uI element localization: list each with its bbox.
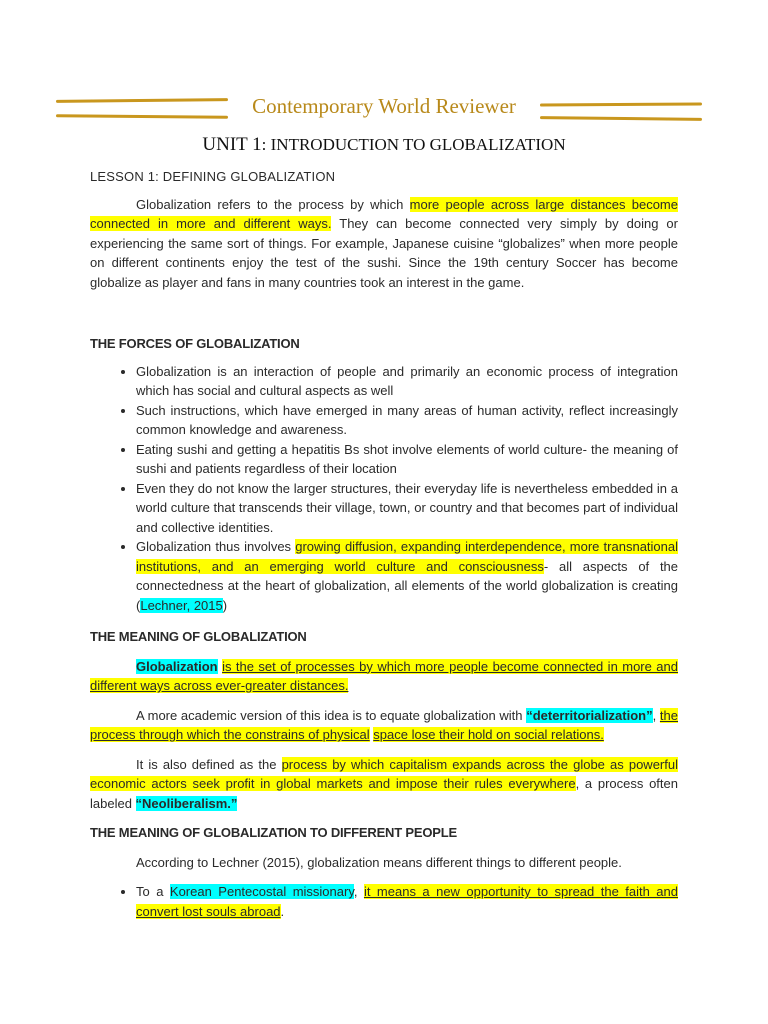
list-item [136,362,678,401]
list-item-text: Eating sushi and getting a hepatitis Bs shot involve elements of world culture- the meaning of sushi and patients regardless of their location [136,441,678,476]
people-intro: According to Lechner (2015), globalization means different things to different people. [136,854,622,870]
list-item [136,440,678,479]
term-highlight: “Neoliberalism.” [135,795,238,811]
list-item [136,537,678,615]
unit-heading [0,134,768,156]
text-run: , a process often labeled [90,776,678,811]
list-item-text: Even they do not know the larger structures, their everyday life is nevertheless embedded in a world culture that transcends their village, town, or country and that becomes part of individual and collective identities. [136,480,678,535]
term-highlight: “deterritorialization” [526,707,653,723]
document-title: Contemporary World Reviewer [252,94,516,118]
globalization-definition-paragraph [90,195,678,293]
highlight-yellow: space lose their hold on social relations. [373,727,604,742]
meaning-paragraph-1 [90,657,678,696]
meaning-paragraph-3 [90,755,678,814]
people-heading: THE MEANING OF GLOBALIZATION TO DIFFERENT PEOPLE [90,825,457,840]
list-item-text: Globalization is an interaction of people and primarily an economic process of integration which has social and cultural aspects as well [136,363,678,398]
highlight-yellow: more people across large distances become connected in more and different ways. [90,196,678,231]
unit-title: : INTRODUCTION TO GLOBALIZATION [261,135,566,154]
forces-heading: THE FORCES OF GLOBALIZATION [90,336,300,351]
forces-list [90,362,678,616]
text-run: Globalization thus involves [136,539,296,554]
highlight-yellow: is the set of processes by which more people become connected in more and different ways across ever-greater distances. [90,658,678,693]
highlight-yellow: process by which capitalism expands across the globe as powerful economic actors seek profit in global markets and impose their rules everywhere [90,756,678,791]
document-body [90,167,678,921]
people-list [90,882,678,921]
text-run: Globalization refers to the process by which [136,196,410,212]
lesson-heading: LESSON 1: DEFINING GLOBALIZATION [90,169,336,184]
highlight-yellow: growing diffusion, expanding interdependence, more transnational institutions, and an emerging world culture and consciousness [136,539,678,574]
list-item-text: Such instructions, which have emerged in many areas of human activity, reflect increasingly common knowledge and awareness. [136,402,678,437]
text-run: A more academic version of this idea is to equate globalization with [136,707,527,723]
highlight-yellow: the process through which the constrains of physical [90,707,678,742]
meaning-heading: THE MEANING OF GLOBALIZATION [90,629,307,644]
list-item [136,479,678,538]
text-run: , [652,707,660,723]
text-run: ) [222,597,228,613]
highlight-yellow: it means a new opportunity to spread the faith and convert lost souls abroad [136,884,678,919]
unit-number: UNIT 1 [202,134,262,155]
citation-highlight: Lechner, 2015 [140,597,223,613]
text-run: It is also defined as the [136,756,282,772]
list-item [136,401,678,440]
list-item [136,882,678,921]
text-run: To a [136,884,170,899]
text-run: . [280,903,285,919]
text-run: , [353,884,364,899]
meaning-paragraph-2 [90,706,678,745]
text-run: - all aspects of the connectedness at the heart of globalization, all elements of the world globalization is creating ( [136,558,679,613]
text-run: They can become connected very simply by doing or experiencing the same sort of things. For example, Japanese cuisine “globalizes” when more people on different continents enjoy the test of the sushi. Since the 19th century Soccer has become globalize as player and fans in many countries took an interest in the game. [90,216,678,290]
term-highlight: Globalization [136,658,218,674]
term-highlight: Korean Pentecostal missionary [169,884,354,899]
